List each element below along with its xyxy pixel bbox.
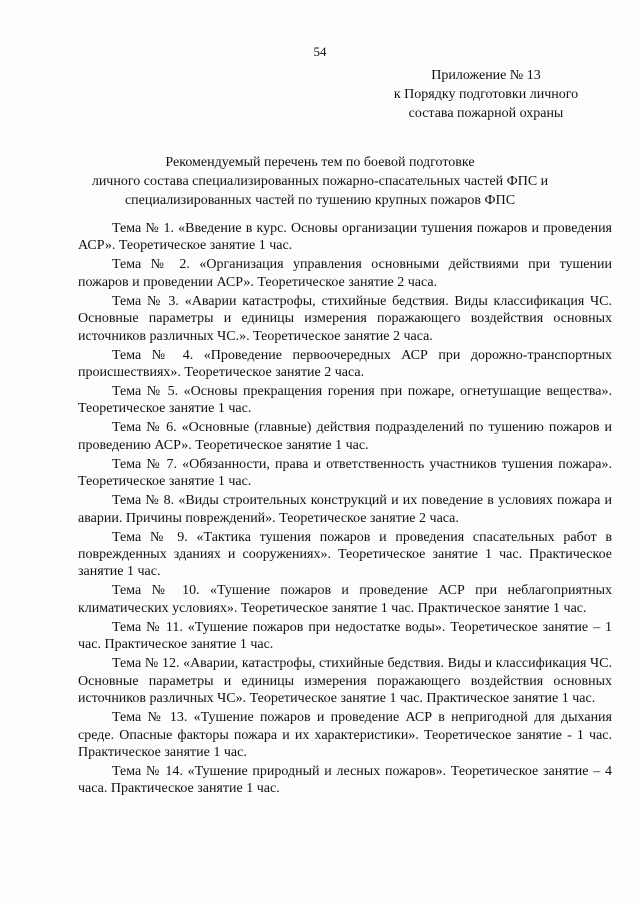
topic-item-6: Тема № 6. «Основные (главные) действия подразделений по тушению пожаров и проведению АСР». Теоретическое занятие 1 час. xyxy=(78,420,612,453)
topic-item-7: Тема № 7. «Обязанности, права и ответственность участников тушения пожара». Теоретическое занятие 1 час. xyxy=(78,456,612,490)
topic-item-1: Тема № 1. «Введение в курс. Основы организации тушения пожаров и проведения АСР». Теоретическое занятие 1 час. xyxy=(78,221,612,254)
topic-item-14: Тема № 14. «Тушение природный и лесных пожаров». Теоретическое занятие – 4 часа. Практическое занятие 1 час. xyxy=(78,763,612,797)
topic-item-10: Тема № 10. «Тушение пожаров и проведение АСР при неблагоприятных климатических условиях». Теоретическое занятие 1 час. Практическое занятие 1 час. xyxy=(78,583,612,616)
topic-item-9: Тема № 9. «Тактика тушения пожаров и проведения спасательных работ в поврежденных зданиях и сооружениях». Теоретическое занятие 1 час. Практическое занятие 1 час. xyxy=(78,529,612,580)
topic-item-5: Тема № 5. «Основы прекращения горения при пожаре, огнетушащие вещества». Теоретическое занятие 1 час. xyxy=(78,384,612,417)
title-line-3: специализированных частей по тушению крупных пожаров ФПС xyxy=(124,193,516,208)
title-line-1: Рекомендуемый перечень тем по боевой подготовке xyxy=(165,155,475,170)
topic-item-12: Тема № 12. «Аварии, катастрофы, стихийные бедствия. Виды и классификация ЧС. Основные параметры и единицы измерения поражающего воздействия основных источников различных ЧС». Теоретическое занятие 1 час. Практическое занятие 1 час. xyxy=(78,656,612,707)
topic-item-4: Тема № 4. «Проведение первоочередных АСР при дорожно-транспортных происшествиях». Теоретическое занятие 2 часа. xyxy=(78,347,612,381)
topics-list xyxy=(78,220,612,799)
title-line-2: личного состава специализированных пожарно-спасательных частей ФПС и xyxy=(91,174,549,189)
topic-item-2: Тема № 2. «Организация управления основными действиями при тушении пожаров и проведении АСР». Теоретическое занятие 2 часа. xyxy=(78,257,612,290)
appendix-line-3: состава пожарной охраны xyxy=(408,106,564,121)
topic-item-8: Тема № 8. «Виды строительных конструкций и их поведение в условиях пожара и аварии. Причины повреждений». Теоретическое занятие 2 часа. xyxy=(78,493,612,526)
topic-item-11: Тема № 11. «Тушение пожаров при недостатке воды». Теоретическое занятие – 1 час. Практическое занятие 1 час. xyxy=(78,619,612,653)
appendix-line-2: к Порядку подготовки личного xyxy=(393,87,579,102)
topic-item-3: Тема № 3. «Аварии катастрофы, стихийные бедствия. Виды классификация ЧС. Основные параметры и единицы измерения поражающего воздействия основных источников различных ЧС.». Теоретическое занятие 2 часа. xyxy=(78,293,612,344)
appendix-line-1: Приложение № 13 xyxy=(431,68,541,83)
topic-item-13: Тема № 13. «Тушение пожаров и проведение АСР в непригодной для дыхания среде. Опасные факторы пожара и их характеристики». Теоретическое занятие - 1 час. Практическое занятие 1 час. xyxy=(78,710,612,760)
document-title xyxy=(60,153,580,210)
page-number: 54 xyxy=(313,44,327,59)
appendix-header xyxy=(376,66,596,123)
